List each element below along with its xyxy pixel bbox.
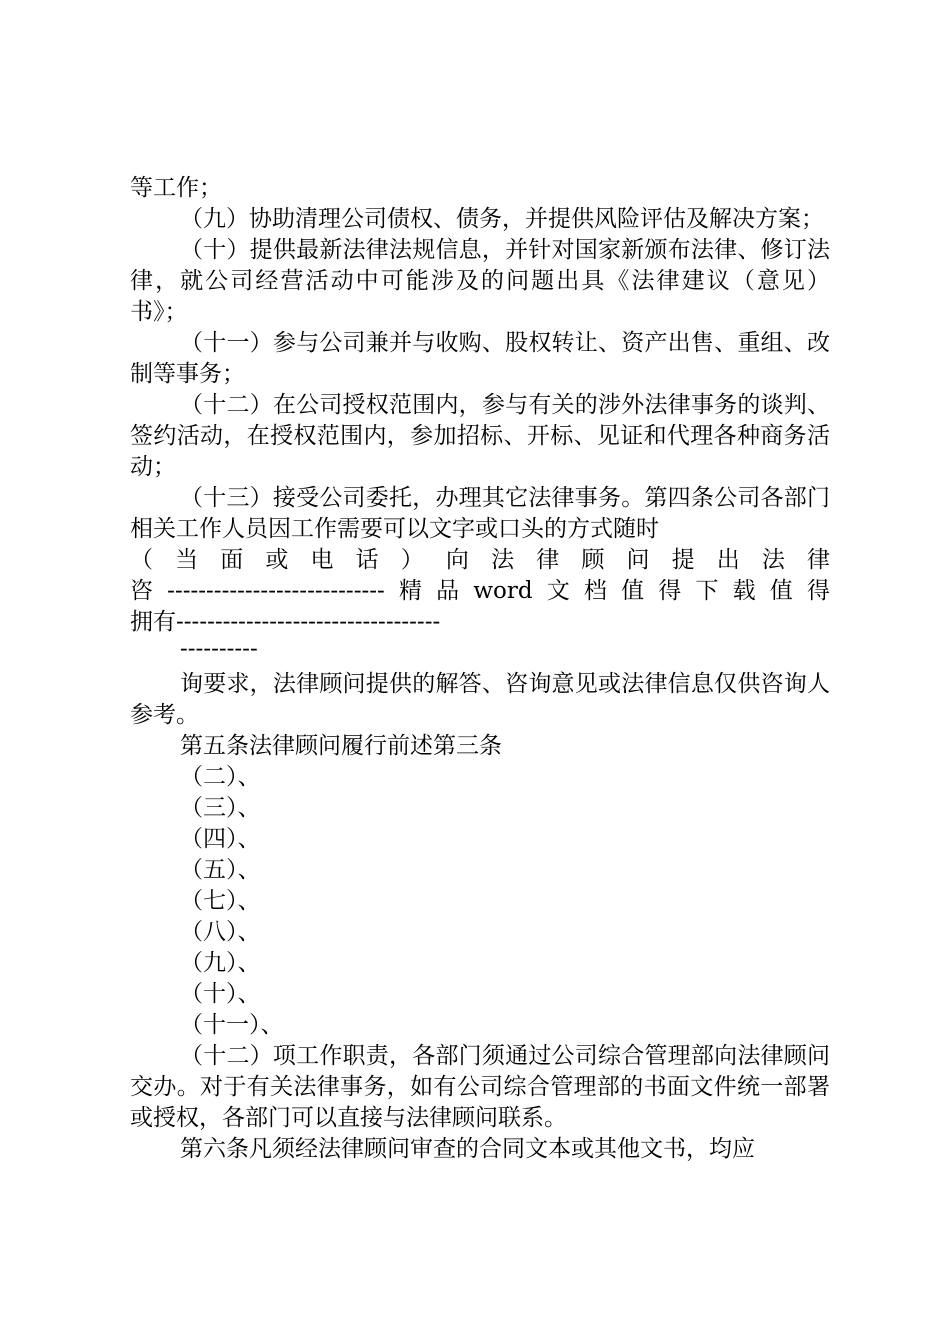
paragraph-item-10: （十）提供最新法律法规信息，并针对国家新颁布法律、修订法律，就公司经营活动中可能涉及的问题出具《法律建议（意见）书》； — [130, 237, 830, 325]
list-item: （九）、 — [180, 950, 261, 976]
watermark-line-3: ---------- — [180, 636, 258, 662]
article-5-heading: 第五条法律顾问履行前述第三条 — [180, 733, 502, 759]
text-line-continuation: 等工作； — [130, 175, 222, 201]
list-item: （二）、 — [180, 764, 261, 790]
list-item: （三）、 — [180, 795, 261, 821]
list-item: （五）、 — [180, 857, 261, 883]
paragraph-item-9: （九）协助清理公司债权、债务，并提供风险评估及解决方案； — [180, 206, 824, 232]
article-5-item-list — [130, 762, 830, 1041]
paragraph-item-12: （十二）在公司授权范围内，参与有关的涉外法律事务的谈判、签约活动，在授权范围内，参加招标、开标、见证和代理各种商务活动； — [130, 392, 830, 480]
list-item: （八）、 — [180, 919, 261, 945]
paragraph-item-13: （十三）接受公司委托，办理其它法律事务。第四条公司各部门相关工作人员因工作需要可以文字或口头的方式随时 — [130, 485, 830, 542]
paragraph-item-13-spaced-line: （当面或电话）向法律顾问提出法律 — [130, 547, 830, 573]
list-item: （十一）、 — [180, 1012, 284, 1038]
document-body — [130, 173, 830, 1165]
paragraph-consult: 询要求，法律顾问提供的解答、咨询意见或法律信息仅供咨询人参考。 — [130, 671, 830, 728]
watermark-line-1: 咨----------------------------精品word文档值得下载值得 — [130, 578, 830, 604]
list-item: （四）、 — [180, 826, 261, 852]
article-6-paragraph: 第六条凡须经法律顾问审查的合同文本或其他文书，均应 — [180, 1136, 755, 1162]
paragraph-item-11: （十一）参与公司兼并与收购、股权转让、资产出售、重组、改制等事务； — [130, 330, 830, 387]
list-item: （十）、 — [180, 981, 261, 1007]
paragraph-item-12-duties: （十二）项工作职责，各部门须通过公司综合管理部向法律顾问交办。对于有关法律事务，如有公司综合管理部的书面文件统一部署或授权，各部门可以直接与法律顾问联系。 — [130, 1043, 830, 1131]
list-item: （七）、 — [180, 888, 261, 914]
watermark-line-2: 拥有---------------------------------- — [130, 609, 441, 635]
